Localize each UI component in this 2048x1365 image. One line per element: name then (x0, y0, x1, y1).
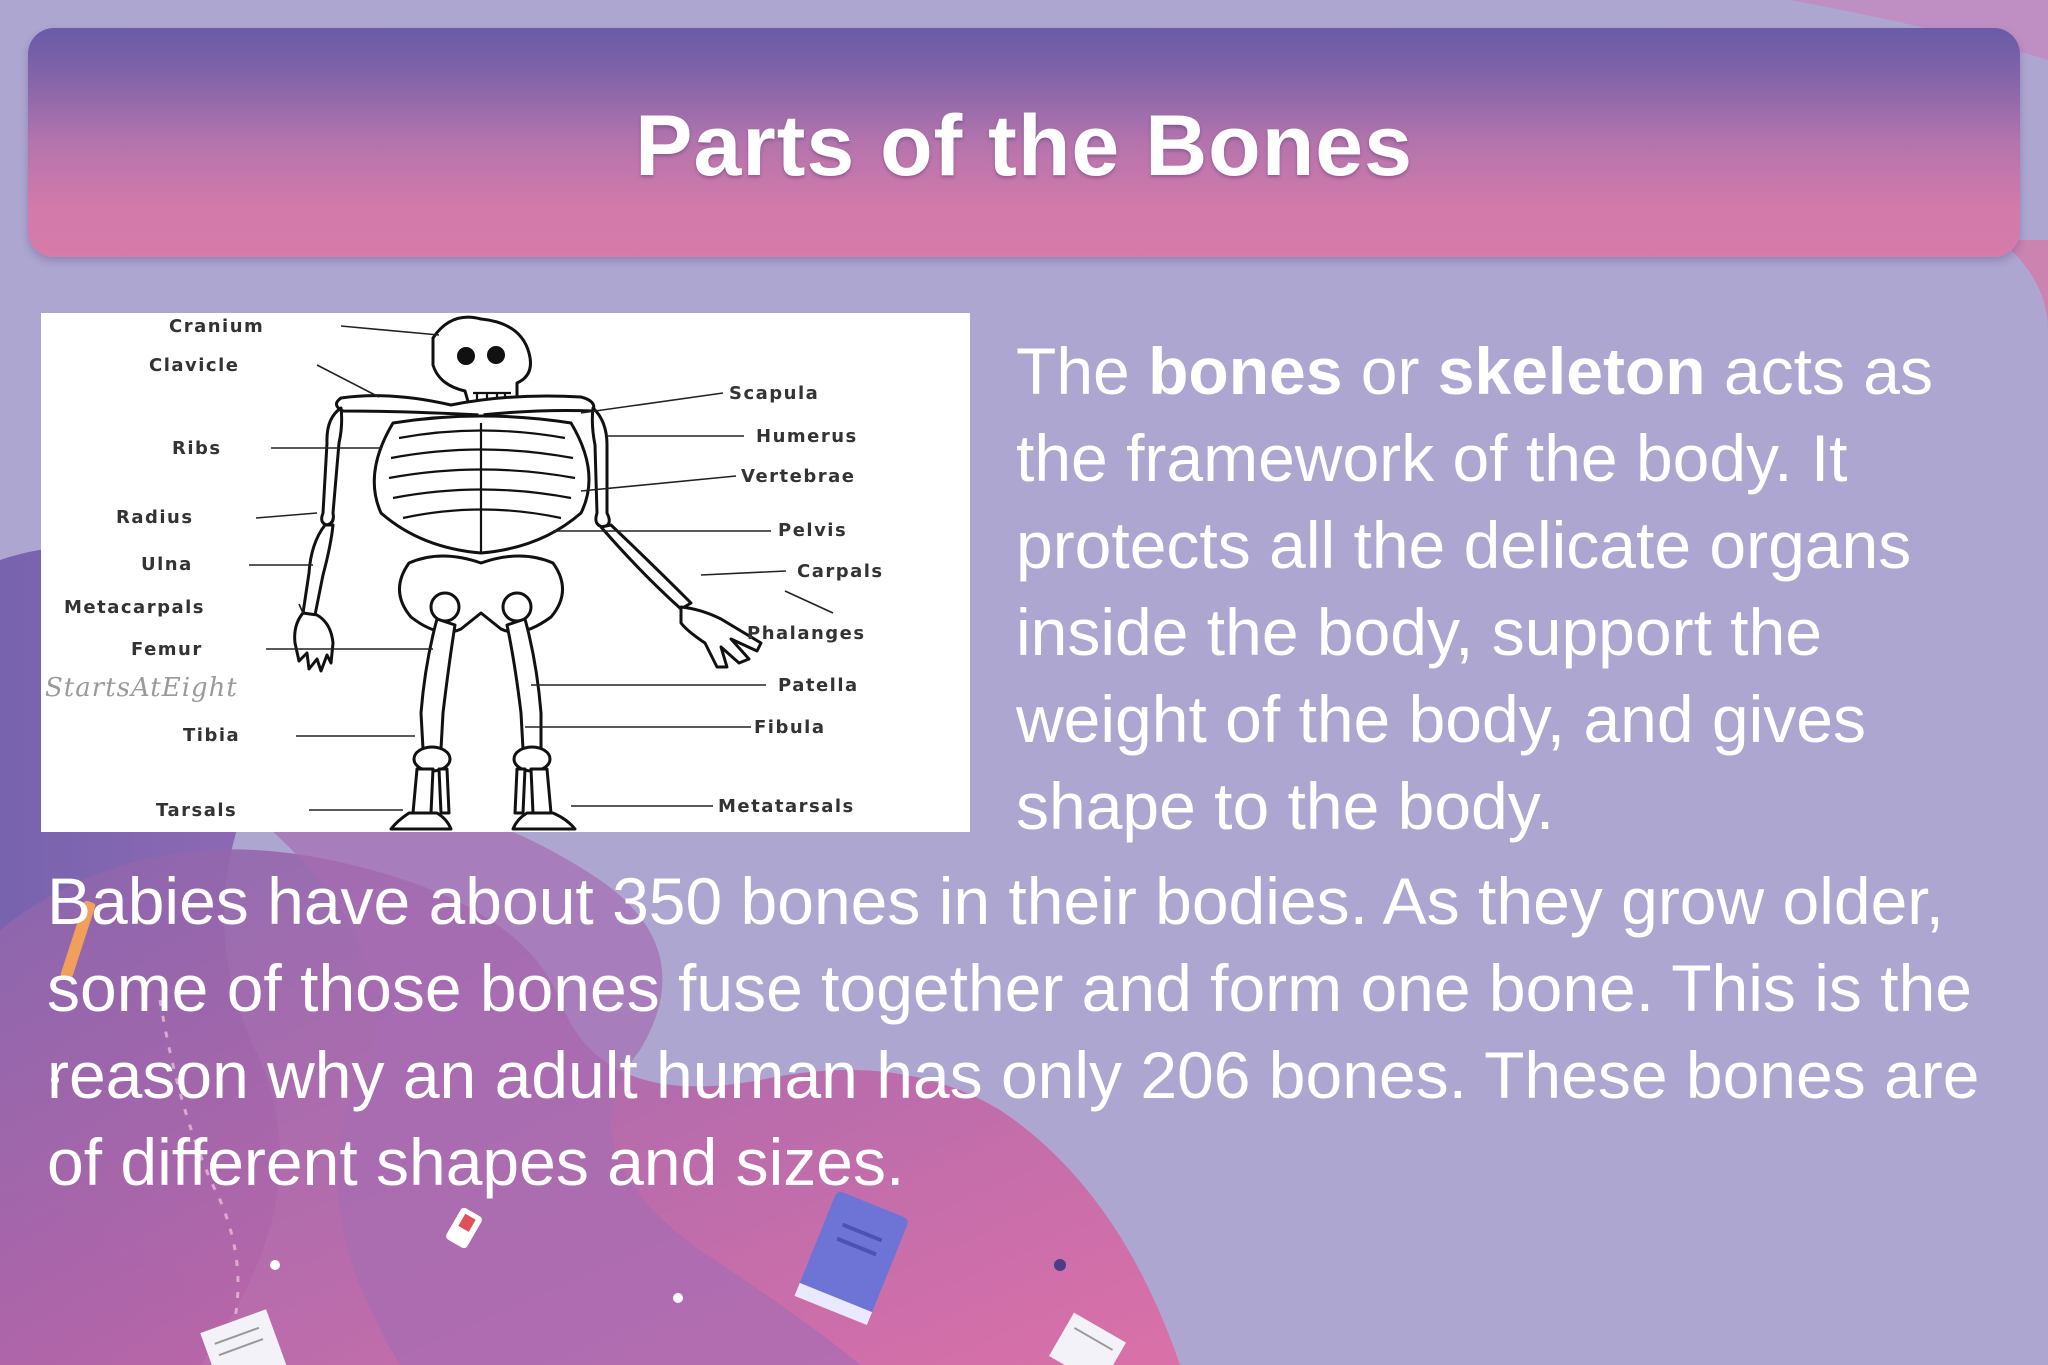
label-humerus: Humerus (756, 426, 858, 447)
label-scapula: Scapula (729, 383, 820, 404)
label-cranium: Cranium (169, 316, 265, 337)
label-ulna: Ulna (141, 554, 193, 575)
label-tibia: Tibia (183, 725, 241, 746)
label-metatarsals: Metatarsals (718, 796, 855, 817)
label-clavicle: Clavicle (149, 355, 240, 376)
intro-bold-bones: bones (1148, 334, 1343, 408)
label-pelvis: Pelvis (778, 520, 848, 541)
label-tarsals: Tarsals (156, 800, 238, 821)
label-femur: Femur (131, 639, 203, 660)
label-patella: Patella (778, 675, 859, 696)
watermark: StartsAtEight (45, 673, 238, 703)
slide-title: Parts of the Bones (635, 98, 1413, 194)
skeleton-illustration (41, 313, 970, 832)
intro-text-1: The (1016, 334, 1149, 408)
label-carpals: Carpals (797, 561, 884, 582)
skeleton-diagram (41, 313, 970, 832)
skeleton-figure (295, 317, 761, 829)
label-radius: Radius (116, 507, 194, 528)
babies-paragraph: Babies have about 350 bones in their bodies. As they grow older, some of those bones fuse together and form one bone. This is the reason why an adult human has only 206 bones. These bones are of different shapes and sizes. (47, 864, 1980, 1199)
intro-text-2: or (1342, 334, 1438, 408)
label-ribs: Ribs (172, 438, 222, 459)
label-fibula: Fibula (754, 717, 826, 738)
intro-bold-skeleton: skeleton (1437, 334, 1706, 408)
intro-text-3: acts as the framework of the body. It protects all the delicate organs inside the body, support the weight of the body, and gives shape to the body. (1016, 334, 1934, 843)
intro-paragraph (1016, 328, 2026, 850)
label-phalanges: Phalanges (747, 623, 866, 644)
label-metacarpals: Metacarpals (64, 597, 205, 618)
label-vertebrae: Vertebrae (741, 466, 856, 487)
